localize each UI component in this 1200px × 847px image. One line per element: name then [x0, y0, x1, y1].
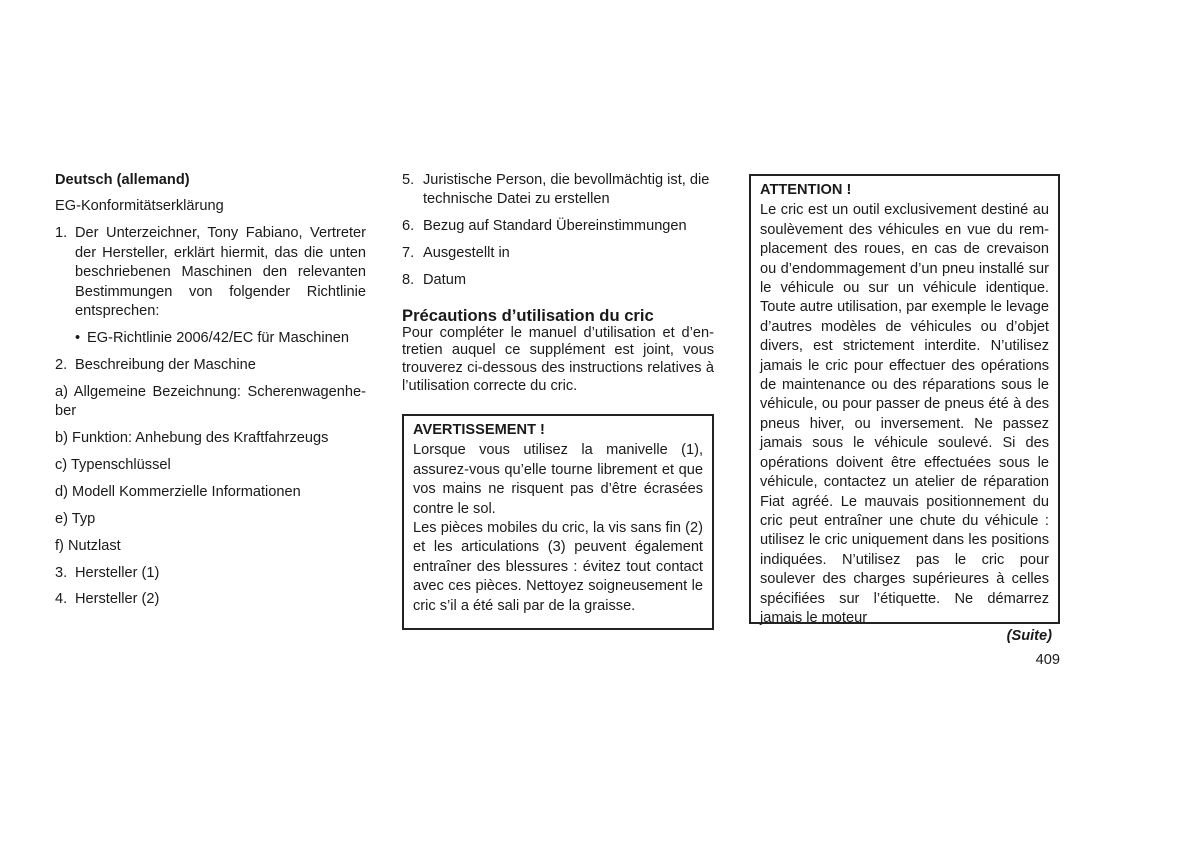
list-item	[402, 217, 714, 236]
item-text: Bezug auf Standard Übereinstimmungen	[423, 218, 687, 235]
sub-item-d: d) Modell Kommerzielle Informationen	[55, 483, 301, 500]
item-text: Hersteller (1)	[75, 564, 160, 581]
bullet-icon: •	[75, 329, 81, 346]
item-text: Der Unterzeichner, Tony Fabiano, Vertreter der Hersteller, erklärt hiermit, das die unten beschriebenen Maschinen den relevanten Bestimmungen von folgender Richtlinie entsprechen:	[75, 225, 366, 319]
list-item	[55, 356, 366, 375]
item-text: Juristische Person, die bevollmächtig ist, die technische Datei zu erstellen	[423, 172, 710, 208]
section-body: Pour compléter le manuel d’utilisation et d’en-tretien auquel ce supplément est joint, vous trouverez ci-dessous des instructions relatives à l’utilisation correcte du cric.	[402, 324, 714, 394]
section-title: Précautions d’utilisation du cric	[402, 305, 654, 325]
sub-item-e: e) Typ	[55, 510, 96, 527]
sub-item-a: a) Allgemeine Bezeichnung: Scherenwagenhe-ber	[55, 383, 366, 420]
precautions-column	[402, 171, 714, 396]
item-number: 8.	[402, 272, 415, 289]
item-number: 3.	[55, 564, 68, 581]
item-text: Hersteller (2)	[75, 591, 160, 608]
attention-box	[749, 174, 1060, 624]
warning-paragraph: Lorsque vous utilisez la manivelle (1), assurez-vous qu’elle tourne librement et que vos mains ne risquent pas d’être écrasées contre le sol.	[413, 442, 703, 517]
item-text: Beschreibung der Maschine	[75, 356, 256, 373]
list-item	[402, 271, 714, 290]
item-number: 6.	[402, 218, 415, 235]
item-text: Datum	[423, 272, 466, 289]
item-text: Ausgestellt in	[423, 245, 510, 262]
list-item	[402, 171, 714, 210]
german-declaration-column	[55, 171, 366, 617]
item-number: 7.	[402, 245, 415, 262]
sub-item-b: b) Funktion: Anhebung des Kraftfahrzeugs	[55, 429, 329, 446]
item-number: 5.	[402, 172, 415, 188]
attention-title: ATTENTION !	[760, 182, 852, 198]
item-text: EG-Richtlinie 2006/42/EC für Maschinen	[87, 329, 350, 346]
list-item	[55, 329, 366, 348]
item-number: 1.	[55, 225, 68, 242]
sub-item-f: f) Nutzlast	[55, 537, 121, 554]
warning-paragraph: Les pièces mobiles du cric, la vis sans fin (2) et les articulations (3) peuvent également entraîner des blessures : évitez tout contact avec ces pièces. Nettoyez soigneusement le cric s’il a été sali par de la graisse.	[413, 520, 703, 614]
item-number: 4.	[55, 591, 68, 608]
warning-title: AVERTISSEMENT !	[413, 422, 545, 438]
attention-body: Le cric est un outil exclusivement destiné au soulèvement des véhicules en vue du rem-placement des roues, en cas de crevaison ou d’endommagement d’un pneu installé sur le véhicule ou sur un véhicule identique. Toute autre utilisation, par exemple le levage d’autres modèles de véhicules ou d’objet divers, est strictement interdite. N’utilisez jamais le cric pour effectuer des opérations de maintenance ou des réparations sous le véhicule, ou pour passer de pneus été à des pneus hiver, ou inversement. Ne passez jamais sous le véhicule soulevé. Si des opérations doivent être effectuées sous le véhicule, contactez un atelier de réparation Fiat agréé. Le mauvais positionnement du cric peut entraîner une chute du véhicule : utilisez le cric uniquement dans les positions indiquées. N’utilisez pas le cric pour soulever des charges supérieures à celles spécifiées sur l’étiquette. Ne démarrez jamais le moteur	[760, 202, 1049, 626]
warning-box	[402, 414, 714, 630]
list-item	[55, 224, 366, 321]
sub-item-c: c) Typenschlüssel	[55, 456, 171, 473]
section-heading: Deutsch (allemand)	[55, 172, 190, 188]
item-number: 2.	[55, 356, 68, 373]
page-number: 409	[1035, 652, 1060, 668]
list-item	[402, 244, 714, 263]
continued-label: (Suite)	[1006, 628, 1052, 644]
list-item	[55, 564, 366, 583]
declaration-title: EG-Konformitätserklärung	[55, 198, 224, 215]
list-item	[55, 590, 366, 609]
